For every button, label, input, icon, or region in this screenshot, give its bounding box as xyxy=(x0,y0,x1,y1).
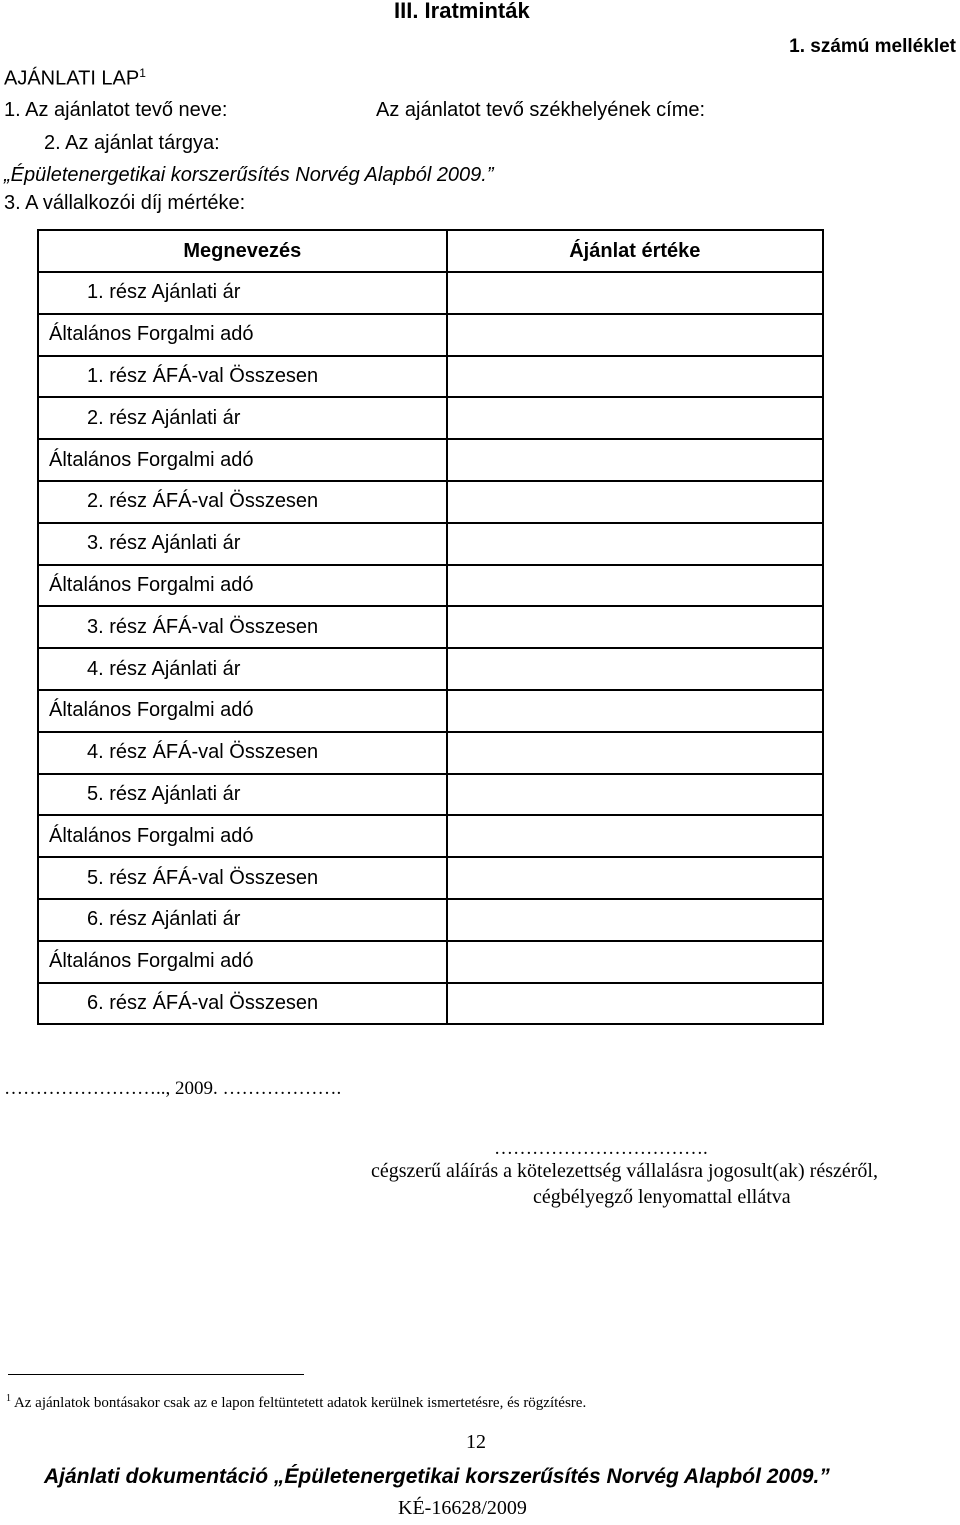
table-row xyxy=(38,648,823,690)
table-row xyxy=(38,397,823,439)
footnote-rule xyxy=(8,1374,304,1375)
row-value-field[interactable] xyxy=(447,565,823,607)
row-label: Általános Forgalmi adó xyxy=(38,565,447,607)
table-row xyxy=(38,983,823,1025)
row-label: Általános Forgalmi adó xyxy=(38,690,447,732)
row-label: 1. rész ÁFÁ-val Összesen xyxy=(38,356,447,398)
table-row xyxy=(38,356,823,398)
subject-text: „Épületenergetikai korszerűsítés Norvég Alapból 2009.” xyxy=(4,164,494,186)
row-value-field[interactable] xyxy=(447,272,823,314)
section-title: III. Iratminták xyxy=(394,0,530,23)
row-value-field[interactable] xyxy=(447,481,823,523)
footnote-ref: 1 xyxy=(139,66,146,80)
date-line: …………………….., 2009. ………………. xyxy=(4,1078,342,1099)
row-label: 3. rész ÁFÁ-val Összesen xyxy=(38,606,447,648)
table-row xyxy=(38,481,823,523)
table-row xyxy=(38,899,823,941)
table-header-row xyxy=(38,230,823,272)
row-value-field[interactable] xyxy=(447,732,823,774)
footnote-marker: 1 xyxy=(6,1393,11,1404)
row-label: 6. rész Ajánlati ár xyxy=(38,899,447,941)
footnote-text: Az ajánlatok bontásakor csak az e lapon feltüntetett adatok kerülnek ismertetésre, és rögzítésre. xyxy=(13,1395,587,1411)
row-value-field[interactable] xyxy=(447,815,823,857)
row-value-field[interactable] xyxy=(447,397,823,439)
table-row xyxy=(38,732,823,774)
table-row xyxy=(38,774,823,816)
table-row xyxy=(38,565,823,607)
table-row xyxy=(38,941,823,983)
signature-dots: ……………………………. xyxy=(494,1138,708,1159)
table-row xyxy=(38,606,823,648)
row-label: 4. rész Ajánlati ár xyxy=(38,648,447,690)
row-label: Általános Forgalmi adó xyxy=(38,941,447,983)
row-label: 5. rész Ajánlati ár xyxy=(38,774,447,816)
header-name: Megnevezés xyxy=(38,230,447,272)
row-value-field[interactable] xyxy=(447,356,823,398)
footer-reference: KÉ-16628/2009 xyxy=(398,1497,527,1519)
page-number: 12 xyxy=(466,1431,486,1453)
table-row xyxy=(38,439,823,481)
row-label: 2. rész ÁFÁ-val Összesen xyxy=(38,481,447,523)
table-row xyxy=(38,815,823,857)
table-row xyxy=(38,523,823,565)
table-row xyxy=(38,272,823,314)
subject-label: 2. Az ajánlat tárgya: xyxy=(44,132,220,154)
row-label: Általános Forgalmi adó xyxy=(38,314,447,356)
bidder-seat-label: Az ajánlatot tevő székhelyének címe: xyxy=(376,99,706,121)
table-row xyxy=(38,314,823,356)
signature-caption-2: cégbélyegző lenyomattal ellátva xyxy=(533,1186,791,1208)
row-label: 4. rész ÁFÁ-val Összesen xyxy=(38,732,447,774)
row-value-field[interactable] xyxy=(447,774,823,816)
row-value-field[interactable] xyxy=(447,899,823,941)
row-value-field[interactable] xyxy=(447,606,823,648)
header-value: Ájánlat értéke xyxy=(447,230,823,272)
bidder-name-label: 1. Az ajánlatot tevő neve: xyxy=(4,99,228,121)
row-label: 2. rész Ajánlati ár xyxy=(38,397,447,439)
footnote xyxy=(6,1393,586,1412)
row-value-field[interactable] xyxy=(447,523,823,565)
row-label: 5. rész ÁFÁ-val Összesen xyxy=(38,857,447,899)
fee-label: 3. A vállalkozói díj mértéke: xyxy=(4,192,246,214)
form-title: AJÁNLATI LAP$^1$ xyxy=(4,66,146,90)
row-label: 1. rész Ajánlati ár xyxy=(38,272,447,314)
row-label: Általános Forgalmi adó xyxy=(38,815,447,857)
footer-document-title: Ajánlati dokumentáció „Épületenergetikai korszerűsítés Norvég Alapból 2009.” xyxy=(44,1465,830,1488)
row-value-field[interactable] xyxy=(447,314,823,356)
row-value-field[interactable] xyxy=(447,439,823,481)
offer-table xyxy=(37,229,824,1025)
table-row xyxy=(38,857,823,899)
table-row xyxy=(38,690,823,732)
row-value-field[interactable] xyxy=(447,690,823,732)
row-label: 3. rész Ajánlati ár xyxy=(38,523,447,565)
row-value-field[interactable] xyxy=(447,857,823,899)
row-value-field[interactable] xyxy=(447,648,823,690)
row-value-field[interactable] xyxy=(447,941,823,983)
annex-label: 1. számú melléklet xyxy=(789,36,956,57)
signature-caption-1: cégszerű aláírás a kötelezettség vállalásra jogosult(ak) részéről, xyxy=(371,1160,878,1182)
row-label: Általános Forgalmi adó xyxy=(38,439,447,481)
row-label: 6. rész ÁFÁ-val Összesen xyxy=(38,983,447,1025)
row-value-field[interactable] xyxy=(447,983,823,1025)
